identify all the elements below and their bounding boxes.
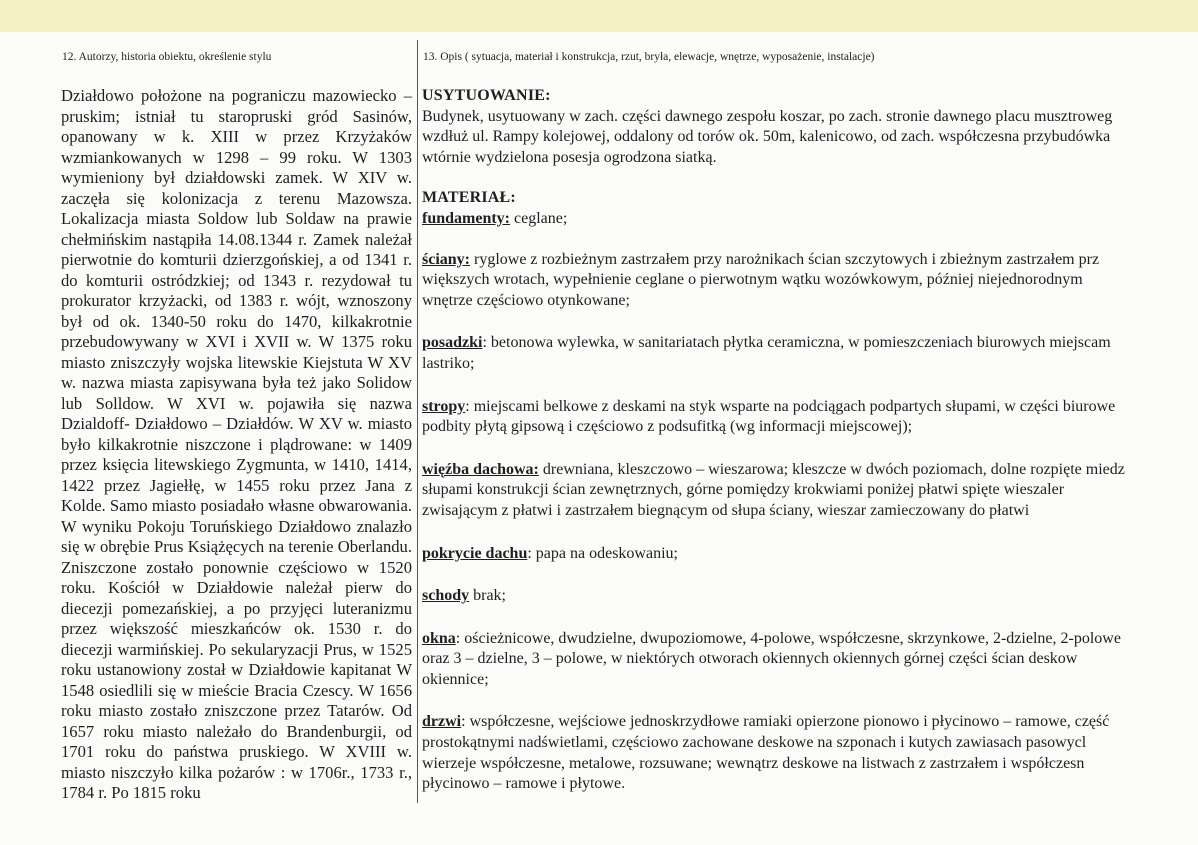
material-item-roof-truss bbox=[422, 460, 1174, 481]
field-text: ceglane; bbox=[510, 209, 568, 227]
material-item-doors bbox=[422, 712, 1174, 733]
field-text: wierzeje współczesne, metalowe, rozsuwane; wewnątrz deskowe na listwach z zastrzałem i współczesn bbox=[422, 754, 1085, 772]
field-text: : współczesne, wejściowe jednoskrzydłowe ramiaki opierzone pionowo i płycinowo – ramowe, część bbox=[461, 713, 1110, 731]
history-column bbox=[61, 86, 412, 804]
field-label: drzwi bbox=[422, 713, 462, 731]
section-12-heading: 12. Autorzy, historia obiektu, określenie stylu bbox=[62, 51, 272, 63]
field-text: oraz 3 – dzielne, 3 – polowe, w niektórych otworach okiennych okiennych górnej części ścian deskow bbox=[422, 650, 1078, 668]
location-title: USYTUOWANIE: bbox=[422, 87, 551, 104]
material-item-floors bbox=[422, 333, 1174, 354]
field-text: podbity płytą gipsową i częściowo z podsufitką (wg informacji miejscowej); bbox=[422, 418, 913, 436]
field-label: posadzki bbox=[422, 334, 483, 352]
field-label: ściany: bbox=[422, 250, 470, 268]
field-text: płycinowo – ramowe i płytowe. bbox=[422, 775, 626, 793]
field-text: : betonowa wylewka, w sanitariatach płytka ceramiczna, w pomieszczeniach biurowych miejscam bbox=[482, 334, 1111, 352]
material-item-walls bbox=[422, 250, 1174, 271]
material-item-windows bbox=[422, 629, 1174, 650]
material-item-foundations bbox=[422, 209, 1174, 230]
location-line: wzdłuż ul. Rampy kolejowej, oddalony od torów ok. 50m, kalenicowo, od zach. współczesna przybudówka bbox=[422, 128, 1111, 146]
material-item-stairs bbox=[422, 586, 1174, 607]
field-text: brak; bbox=[469, 587, 506, 605]
field-label: fundamenty: bbox=[422, 209, 511, 227]
field-text: słupami konstrukcji ścian zewnętrznych, górne pomiędzy krokwiami poniżej płatwi spięte wieszaler bbox=[422, 481, 1065, 499]
field-text: : ościeżnicowe, dwudzielne, dwupoziomowe, 4-polowe, współczesne, skrzynkowe, 2-dzielne, 2-polowe bbox=[455, 629, 1121, 647]
field-text: zwisającym z płatwi i zastrzałem biegnącym od słupa ściany, wieszar zamieczowany do płatwi bbox=[422, 501, 1030, 519]
field-text: lastriko; bbox=[422, 354, 475, 372]
material-item-roofing bbox=[422, 544, 1174, 565]
material-item-ceilings bbox=[422, 397, 1174, 418]
field-text: wnętrze częściowo otynkowane; bbox=[422, 291, 630, 309]
field-text: drewniana, kleszczowo – wieszarowa; kleszcze w dwóch poziomach, dolne rozpięte miedz bbox=[538, 460, 1125, 478]
section-13-heading: 13. Opis ( sytuacja, materiał i konstrukcja, rzut, bryła, elewacje, wnętrze, wyposażenie, instalacje) bbox=[423, 51, 875, 63]
field-label: więźba dachowa: bbox=[422, 460, 539, 478]
field-label: schody bbox=[422, 587, 470, 605]
top-margin-strip bbox=[0, 0, 1198, 32]
field-text: okiennice; bbox=[422, 670, 489, 688]
field-text: prostokątnymi nadświetlami, częściowo zachowane deskowe na szponach i kutych zawiasach pasowycl bbox=[422, 734, 1087, 752]
location-line: wtórnie wydzielona posesja ogrodzona siatką. bbox=[422, 148, 717, 166]
field-text: : papa na odeskowaniu; bbox=[527, 544, 678, 562]
field-text: większych wrotach, wypełnienie ceglane o pierwotnym wątku wozówkowym, później niejednorodnym bbox=[422, 271, 1083, 289]
field-text: ryglowe z rozbieżnym zastrzałem przy narożnikach ścian szczytowych i zbieżnym zastrzałem prz bbox=[470, 250, 1100, 268]
field-label: pokrycie dachu bbox=[422, 544, 528, 562]
location-line: Budynek, usytuowany w zach. części dawnego zespołu koszar, po zach. stronie dawnego placu musztroweg bbox=[422, 107, 1113, 125]
history-paragraph: Działdowo położone na pograniczu mazowiecko – pruskim; istniał tu staropruski gród Sasinów, opanowany w k. XIII w przez Krzyżaków wzmiankowanych w 1298 – 99 roku. W 1303 wymieniony był działdowski zamek. W XIV w. zaczęła się kolonizacja z terenu Mazowsza. Lokalizacja miasta Soldow lub Soldaw na prawie chełmińskim nastąpiła 14.08.1344 r. Zamek należał pierwotnie do komturii dzierzgońskiej, a od 1341 r. do komturii ostródzkiej; od 1343 r. rezydował tu prokurator krzyżacki, od 1383 r. wójt, wznoszony był od ok. 1340-50 roku do 1470, kilkakrotnie przebudowywany w XVI i XVII w. W 1375 roku miasto zniszczyły wojska litewskie Kiejstuta W XV w. nazwa miasta zapisywana była też jako Solidow lub Solldow. W XVI w. pojawiła się nazwa Dzialdoff- Działdowo – Działdów. W XV w. miasto było kilkakrotnie niszczone i plądrowane: w 1409 przez księcia litewskiego Zygmunta, w 1410, 1414, 1422 przez Jagiełłę, w 1455 roku przez Jana z Kolde. Samo miasto posiadało własne obwarowania. W wyniku Pokoju Toruńskiego Działdowo znalazło się w obrębie Prus Książęcych na terenie Oberlandu. Zniszczone zostało ponownie częściowo w 1520 roku. Kościół w Działdowie należał pierw do diecezji pomezańskiej, a po przyjęci luteranizmu przez większość mieszkańców ok. 1530 r. do diecezji warmińskiej. Po sekularyzacji Prus, w 1525 roku ustanowiony został w Działdowie kapitanat W 1548 osiedlili się w mieście Bracia Czescy. W 1656 roku miasto zostało zniszczone przez Tatarów. Od 1657 roku miasto należało do Brandenburgii, od 1701 roku do państwa pruskiego. W XVIII w. miasto niszczyło kilka pożarów : w 1706r., 1733 r., 1784 r. Po 1815 roku bbox=[61, 86, 412, 802]
column-divider bbox=[417, 40, 418, 803]
material-title: MATERIAŁ: bbox=[422, 189, 516, 207]
description-column bbox=[422, 86, 1174, 795]
field-label: okna bbox=[422, 629, 456, 647]
field-label: stropy bbox=[422, 397, 466, 415]
field-text: : miejscami belkowe z deskami na styk wsparte na podciągach podpartych słupami, w części biurowe bbox=[465, 397, 1116, 415]
